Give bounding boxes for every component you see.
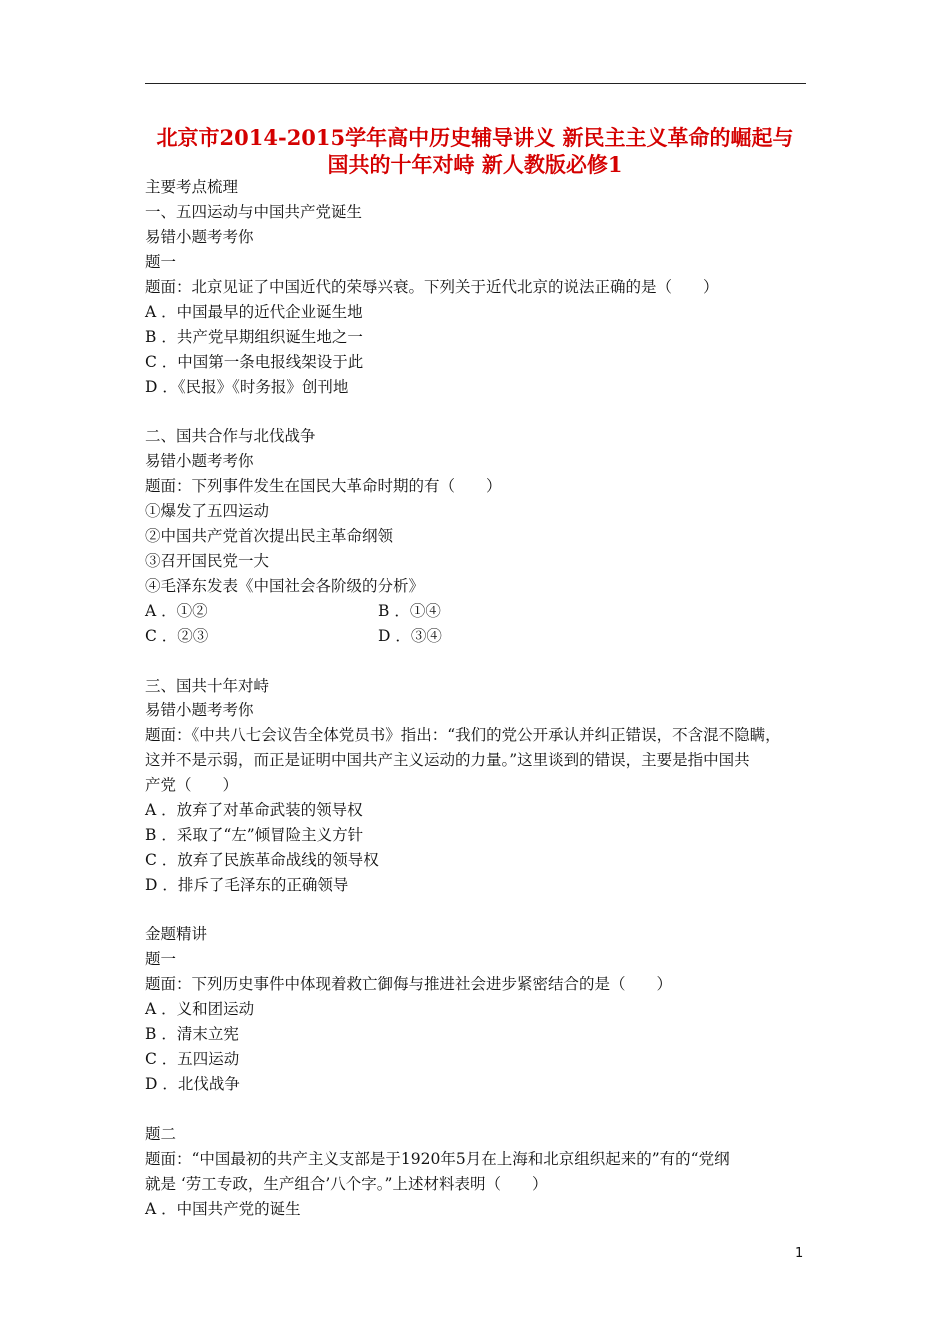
option-b: B ．清末立宪 bbox=[145, 1025, 239, 1043]
option-b: B ．①④ bbox=[378, 602, 441, 620]
section-heading-1: 一、五四运动与中国共产党诞生 bbox=[145, 203, 363, 221]
option-a: A ．①② bbox=[145, 602, 208, 620]
question-stem: 题面：下列事件发生在国民大革命时期的有（ ） bbox=[145, 477, 502, 495]
header-rule bbox=[145, 83, 806, 84]
statement-item: ④毛泽东发表《中国社会各阶级的分析》 bbox=[145, 577, 425, 595]
subheading-quiz: 易错小题考考你 bbox=[145, 228, 254, 246]
option-a: A ．义和团运动 bbox=[145, 1000, 255, 1018]
option-d: D ．排斥了毛泽东的正确领导 bbox=[145, 876, 349, 894]
question-label: 题二 bbox=[145, 1125, 177, 1143]
statement-item: ②中国共产党首次提出民主革命纲领 bbox=[145, 527, 394, 545]
section-heading-3: 三、国共十年对峙 bbox=[145, 677, 270, 695]
section-heading-main-points: 主要考点梳理 bbox=[145, 178, 239, 196]
statement-item: ①爆发了五四运动 bbox=[145, 502, 270, 520]
option-d: D ．北伐战争 bbox=[145, 1075, 240, 1093]
question-stem: 题面：下列历史事件中体现着救亡御侮与推进社会进步紧密结合的是（ ） bbox=[145, 975, 673, 993]
question-label: 题一 bbox=[145, 950, 177, 968]
question-stem-continued: 这并不是示弱，而正是证明中国共产主义运动的力量。”这里谈到的错误，主要是指中国共 bbox=[145, 751, 750, 769]
option-d: D ．③④ bbox=[378, 627, 442, 645]
option-a: A ．中国共产党的诞生 bbox=[145, 1200, 301, 1218]
document-title-line-1: 北京市2014-2015学年高中历史辅导讲义 新民主主义革命的崛起与 bbox=[156, 125, 794, 150]
question-stem: 题面：“中国最初的共产主义支部是于1920年5月在上海和北京组织起来的”有的“党纲 bbox=[145, 1150, 730, 1168]
option-a: A ．中国最早的近代企业诞生地 bbox=[145, 303, 363, 321]
subheading-quiz: 易错小题考考你 bbox=[145, 701, 254, 719]
option-c: C ．放弃了民族革命战线的领导权 bbox=[145, 851, 379, 869]
question-stem: 题面：《中共八七会议告全体党员书》指出：“我们的党公开承认并纠正错误，不含混不隐瞒， bbox=[145, 726, 781, 744]
section-heading-2: 二、国共合作与北伐战争 bbox=[145, 427, 316, 445]
statement-item: ③召开国民党一大 bbox=[145, 552, 270, 570]
option-c: C ．②③ bbox=[145, 627, 209, 645]
page-number: 1 bbox=[795, 1246, 804, 1261]
section-heading-featured: 金题精讲 bbox=[145, 925, 208, 943]
question-stem: 题面：北京见证了中国近代的荣辱兴衰。下列关于近代北京的说法正确的是（ ） bbox=[145, 278, 719, 296]
option-b: B ．采取了“左”倾冒险主义方针 bbox=[145, 826, 364, 844]
option-a: A ．放弃了对革命武装的领导权 bbox=[145, 801, 363, 819]
document-title-line-2: 国共的十年对峙 新人教版必修1 bbox=[327, 152, 623, 177]
option-c: C ．五四运动 bbox=[145, 1050, 240, 1068]
question-label: 题一 bbox=[145, 253, 177, 271]
subheading-quiz: 易错小题考考你 bbox=[145, 452, 254, 470]
question-stem-continued: 产党（ ） bbox=[145, 776, 239, 794]
question-stem-continued: 就是 ‘劳工专政，生产组合’八个字。”上述材料表明（ ） bbox=[145, 1175, 548, 1193]
option-c: C ．中国第一条电报线架设于此 bbox=[145, 353, 364, 371]
option-d: D ．《民报》《时务报》创刊地 bbox=[145, 378, 349, 396]
option-b: B ．共产党早期组织诞生地之一 bbox=[145, 328, 363, 346]
